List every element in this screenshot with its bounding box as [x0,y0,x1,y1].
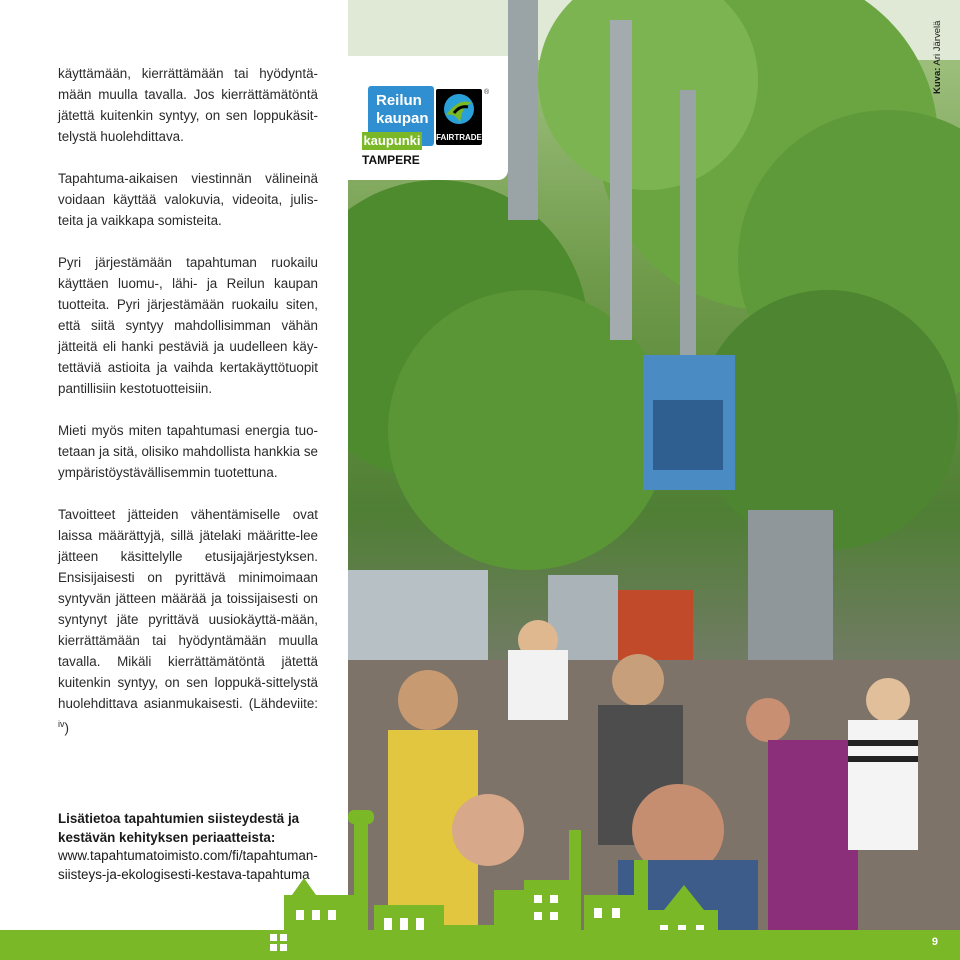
logo-text-kaupan: kaupan [376,110,429,127]
photo-credit-text [932,21,943,94]
grid-icon [270,934,288,952]
photo-credit-label: Kuva: [932,67,943,94]
footnote-ref: iv [58,719,65,729]
paragraph-1: käyttämään, kierrättämään tai hyödyntä-mään muulla tavalla. Jos kierrättämätöntä jätettä kuitenkin syntyy, on sen loppukäsit-telystä huolehdittava. [58,66,318,144]
more-info-heading: Lisätietoa tapahtumien siisteydestä ja kestävän kehityksen periaatteista: [58,811,300,845]
logo-text-reilun: Reilun [376,92,422,109]
fairtrade-city-logo [348,56,508,180]
footer-bar [0,930,960,960]
logo-text-fairtrade: FAIRTRADE [436,133,482,142]
paragraph-2: Tapahtuma-aikaisen viestinnän välineinä voidaan käyttää valokuvia, videoita, julis-teita ja vaikkapa somisteita. [58,171,318,228]
more-info-link[interactable]: www.tapahtumatoimisto.com/fi/tapahtuman-siisteys-ja-ekologisesti-kestava-tapahtuma [58,848,318,882]
paragraph-5-text: Tavoitteet jätteiden vähentämiselle ovat laissa määrättyjä, sillä jätelaki määritte-lee jätteen käsittelylle etusijajärjestyksen. Ensisijaisesti on pyrittävä minimoimaan syntyvän jätteen määrää ja toissijaisesti on syntynyt jäte pyrittävä uusiokäyttä-mään, kierrättämään tai hyödyntämään muulla tavalla. Mikäli kierrättämätöntä jätettä kuitenkin syntyy, on sen loppukä-sittelystä huolehdittava asianmukaisesti. (Lähdeviite: [58,507,318,711]
text-column [0,0,348,930]
logo-text-tampere: TAMPERE [362,153,420,167]
paragraph-3: Pyri järjestämään tapahtuman ruokailu käyttäen luomu-, lähi- ja Reilun kaupan tuotteita. Pyri järjestämään ruokailu siten, että siitä syntyy mahdollisimman vähän jätteitä eli hanki pestäviä ja uudelleen käy-tettäviä astioita ja vaihda kertakäyttötuopit pantillisiin kestotuotteisiin. [58,255,318,396]
photo-credit [932,20,950,108]
registered-mark: ® [484,89,490,96]
more-info [58,810,318,884]
paragraph-5 [58,504,318,738]
footnote-close: ) [64,720,69,736]
photo-credit-name: Ari Järvelä [932,20,943,66]
page-number: 9 [931,936,938,948]
logo-text-kaupunki: kaupunki [363,133,421,148]
paragraph-4: Mieti myös miten tapahtumasi energia tuo-tetaan ja sitä, olisiko mahdollista hankkia se ympäristöystävällisemmin tuotettuna. [58,423,318,480]
